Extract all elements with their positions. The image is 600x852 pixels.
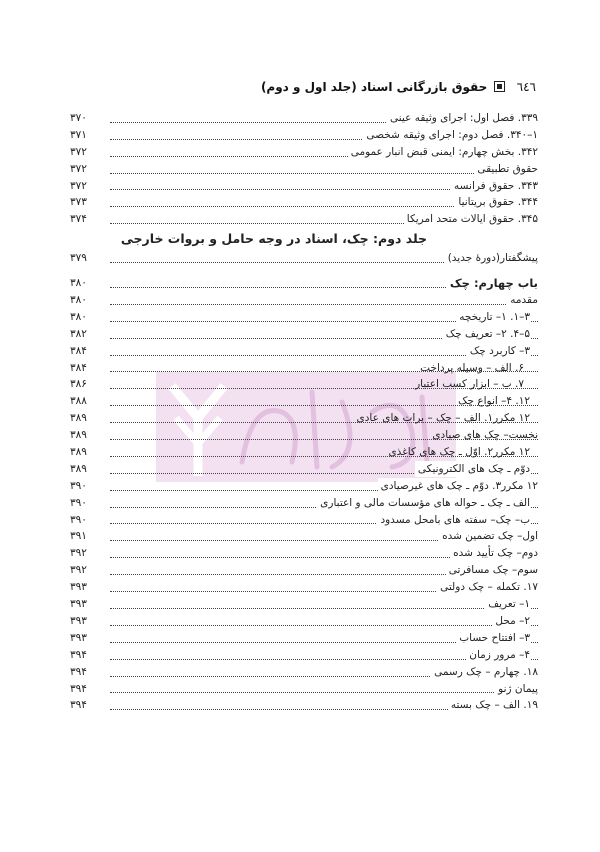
leader-dots [110, 625, 538, 626]
toc-entry[interactable] [70, 178, 538, 195]
toc-entry[interactable] [70, 360, 538, 377]
toc-entry-page: ۳۹۴ [70, 665, 87, 678]
toc-entry[interactable] [70, 343, 538, 360]
toc-entry-title: ۱۲. ۴– انواع چک [458, 395, 530, 408]
toc-entry[interactable] [70, 393, 538, 410]
toc-entry-title: ۵–۴. ۲– تعریف چک [443, 326, 530, 342]
toc-entry-title: پیمان ژنو [495, 681, 538, 697]
toc-entry-title: دوّم ـ چک های الکترونیکی [415, 461, 530, 477]
toc-entry-page: ۳۷۳ [70, 196, 87, 209]
toc-entry-page: ۳۸۴ [70, 344, 87, 357]
toc-entry-title: مقدمه [507, 292, 538, 308]
book-title: حقوق بازرگانی اسناد (جلد اول و دوم) [260, 80, 488, 94]
toc-entry-page: ۳۸۰ [70, 277, 87, 290]
toc-entry-title: اول– چک تضمین شده [439, 528, 538, 544]
toc-entry-page: ۳۹۱ [70, 530, 87, 543]
toc-entry-page: ۳۹۴ [70, 682, 87, 695]
toc-entry-page: ۳۹۴ [70, 699, 87, 712]
toc-entry[interactable] [70, 630, 538, 647]
toc-entry[interactable] [70, 461, 538, 478]
toc-entry-title: ۱۲ مکرر۲. اوّل ـ چک های کاغذی [388, 446, 530, 459]
toc-entry-page: ۳۸۹ [70, 446, 87, 459]
toc-entry-page: ۳۷۱ [70, 128, 87, 141]
toc-entry-page: ۳۹۲ [70, 564, 87, 577]
toc-entry[interactable] [70, 647, 538, 664]
toc-entry[interactable] [70, 110, 538, 127]
toc-entry-page: ۳۸۰ [70, 310, 87, 323]
toc-entry-chapter[interactable] [70, 275, 538, 292]
toc-entry-page: ۳۷۲ [70, 162, 87, 175]
toc-entry[interactable] [70, 664, 538, 681]
toc-entry[interactable] [70, 613, 538, 630]
page-header [261, 80, 536, 94]
toc-entry-page: ۳۹۳ [70, 598, 87, 611]
toc-entry-page: ۳۷۰ [70, 112, 87, 124]
toc-entry-title: سوم– چک مسافرتی [446, 562, 538, 578]
toc-entry-page: ۳۸۹ [70, 462, 87, 475]
toc-entry-page: ۳۷۲ [70, 179, 87, 192]
toc-entry[interactable] [70, 144, 538, 161]
toc-entry-title: ۴– مرور زمان [466, 647, 530, 663]
toc-entry[interactable] [70, 444, 538, 461]
toc-entry-page: ۳۹۰ [70, 496, 87, 509]
toc-entry[interactable] [70, 596, 538, 613]
toc-entry[interactable] [70, 427, 538, 444]
toc-entry[interactable] [70, 562, 538, 579]
leader-dots [110, 692, 538, 693]
toc-entry-title: ۳۳۹. فصل اول: اجرای وثیقه عینی [387, 110, 538, 126]
toc-entry-page: ۳۹۳ [70, 631, 87, 644]
toc-entry-page: ۳۹۴ [70, 648, 87, 661]
toc-entry-title: ۱– تعریف [485, 596, 530, 612]
toc-entry-page: ۳۸۲ [70, 327, 87, 340]
toc-entry-page: ۳۸۴ [70, 361, 87, 374]
toc-entry-page: ۳۸۶ [70, 378, 87, 391]
toc-entry[interactable] [70, 528, 538, 545]
toc-entry-page: ۳۷۴ [70, 213, 87, 226]
toc-entry[interactable] [70, 127, 538, 144]
toc-entry-title: ۱۲ مکرر۳. دوّم ـ چک های غیرصیادی [378, 478, 538, 494]
toc-entry-title: ۳۴۲. بخش چهارم: ایمنی قبض انبار عمومی [348, 144, 538, 160]
toc-entry[interactable] [70, 326, 538, 343]
toc-entry-title: ۱–۳۴۰. فصل دوم: اجرای وثیقه شخصی [363, 127, 538, 143]
toc-entry-title: ۱۲ مکرر۱. الف – چک – برات های عادی [356, 412, 530, 425]
toc-entry-preface[interactable] [70, 250, 538, 267]
toc-entry-title: ۱۷. تکمله – چک دولتی [437, 579, 538, 595]
table-of-contents [70, 110, 538, 714]
leader-dots [110, 304, 538, 305]
toc-entry-title: الف ـ چک ـ حواله های مؤسسات مالی و اعتباری [317, 495, 530, 511]
toc-entry[interactable] [70, 579, 538, 596]
toc-entry-page: ۳۹۰ [70, 513, 87, 526]
toc-entry-title: ۳۴۳. حقوق فرانسه [451, 178, 538, 194]
toc-entry[interactable] [70, 512, 538, 529]
toc-entry[interactable] [70, 495, 538, 512]
toc-entry-page: ۳۷۹ [70, 252, 87, 265]
toc-entry-title: ۳۴۴. حقوق بریتانیا [455, 194, 538, 210]
toc-entry-page: ۳۹۳ [70, 581, 87, 594]
toc-entry-title: ۲– محل [492, 613, 530, 629]
toc-entry[interactable] [70, 545, 538, 562]
toc-entry-title: نخست– چک های صیادی [432, 429, 538, 442]
toc-entry-title: دوم– چک تأیید شده [450, 545, 538, 561]
toc-entry-page: ۳۹۰ [70, 479, 87, 492]
toc-entry[interactable] [70, 410, 538, 427]
toc-entry-title: ۳–۱. ۱– تاریخچه [456, 309, 530, 325]
toc-entry-title: ۱۹. الف – چک بسته [448, 697, 538, 713]
spacer [70, 267, 538, 275]
toc-entry-title: ۳۴۵. حقوق ایالات متحد امریکا [404, 211, 538, 227]
toc-entry-title: ۳– کاربرد چک [467, 343, 530, 359]
toc-entry-page: ۳۸۹ [70, 429, 87, 442]
toc-entry-title: ب– چک– سفته های بامحل مسدود [377, 512, 530, 528]
toc-entry[interactable] [70, 309, 538, 326]
toc-entry-title: ۷. ب – ابزار کسب اعتبار [415, 378, 524, 391]
toc-entry-title: حقوق تطبیقی [474, 161, 538, 177]
toc-entry[interactable] [70, 211, 538, 228]
toc-entry-page: ۳۸۸ [70, 395, 87, 408]
toc-entry-page: ۳۸۹ [70, 412, 87, 425]
leader-dots [110, 608, 538, 609]
toc-entry[interactable] [70, 292, 538, 309]
toc-entry-page: ۳۷۲ [70, 145, 87, 158]
toc-entry-page: ۳۹۲ [70, 547, 87, 560]
toc-entry-title: ۱۸. چهارم – چک رسمی [431, 664, 538, 680]
toc-entry[interactable] [70, 478, 538, 495]
volume-heading: جلد دوم: چک، اسناد در وجه حامل و بروات خارجی [120, 231, 428, 247]
square-bullet-icon [494, 81, 505, 92]
toc-entry[interactable] [70, 681, 538, 698]
toc-entry[interactable] [70, 161, 538, 178]
toc-entry[interactable] [70, 376, 538, 393]
toc-entry-title: ۳– افتتاح حساب [456, 630, 530, 646]
toc-entry-title: ۶. الف – وسیله پرداخت [420, 361, 524, 374]
toc-entry-page: ۳۸۰ [70, 294, 87, 307]
toc-entry-page: ۳۹۳ [70, 614, 87, 627]
toc-entry[interactable] [70, 194, 538, 211]
toc-entry-title: پیشگفتار(دورهٔ جدید) [445, 250, 538, 266]
page-number: ٦٤٦ [516, 80, 536, 94]
toc-entry-title: باب چهارم: چک [447, 275, 538, 291]
toc-entry[interactable] [70, 697, 538, 714]
